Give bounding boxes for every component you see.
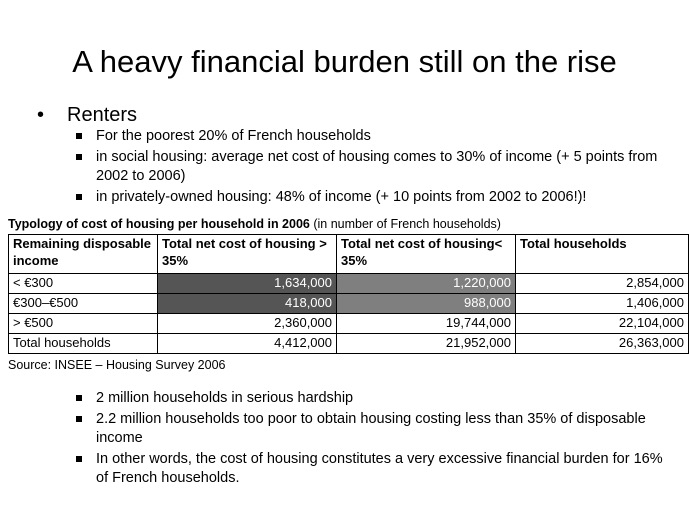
table-cell: 988,000 (337, 294, 516, 314)
square-bullet-icon (76, 194, 82, 200)
list-item-text: in privately-owned housing: 48% of income (+ 10 points from 2002 to 2006!)! (96, 189, 587, 205)
table-cell: 4,412,000 (158, 334, 337, 354)
table-row (9, 294, 689, 314)
housing-cost-table (8, 234, 689, 354)
conclusions-list (74, 389, 674, 490)
table-cell: 1,220,000 (337, 274, 516, 294)
table-row (9, 274, 689, 294)
list-item (74, 389, 674, 408)
column-header: Total net cost of housing< 35% (337, 235, 516, 274)
list-item-text: For the poorest 20% of French households (96, 128, 371, 144)
list-item (74, 127, 674, 146)
table-cell: > €500 (9, 314, 158, 334)
renters-bullet (37, 103, 137, 127)
column-header: Total net cost of housing > 35% (158, 235, 337, 274)
list-item (74, 188, 674, 207)
table-caption-title: Typology of cost of housing per household in 2006 (8, 217, 310, 231)
table-cell: 418,000 (158, 294, 337, 314)
list-item (74, 148, 674, 186)
renters-sublist (74, 127, 674, 209)
table-cell: 21,952,000 (337, 334, 516, 354)
list-item-text: in social housing: average net cost of housing comes to 30% of income (+ 5 points from 2002 to 2006) (96, 149, 658, 184)
table-row (9, 314, 689, 334)
slide-title: A heavy financial burden still on the rise (72, 44, 617, 79)
square-bullet-icon (76, 133, 82, 139)
list-item-text: 2 million households in serious hardship (96, 390, 354, 406)
renters-label: Renters (67, 104, 138, 126)
square-bullet-icon (76, 416, 82, 422)
table-caption-note: (in number of French households) (309, 217, 501, 231)
square-bullet-icon (76, 456, 82, 462)
table-cell: 2,360,000 (158, 314, 337, 334)
table-cell: 1,406,000 (516, 294, 689, 314)
source-note: Source: INSEE – Housing Survey 2006 (8, 358, 226, 372)
table-header-row (9, 235, 689, 274)
table-cell: 19,744,000 (337, 314, 516, 334)
bullet-icon: • (37, 104, 45, 126)
table-row (9, 334, 689, 354)
square-bullet-icon (76, 154, 82, 160)
table-cell: €300–€500 (9, 294, 158, 314)
table-cell: 26,363,000 (516, 334, 689, 354)
column-header: Total households (516, 235, 689, 274)
list-item-text: In other words, the cost of housing constitutes a very excessive financial burden for 16% of French households. (96, 451, 663, 486)
list-item-text: 2.2 million households too poor to obtain housing costing less than 35% of disposable income (96, 411, 646, 446)
list-item (74, 410, 674, 448)
table-cell: Total households (9, 334, 158, 354)
table-cell: 1,634,000 (158, 274, 337, 294)
table-caption (8, 216, 501, 232)
table-cell: < €300 (9, 274, 158, 294)
square-bullet-icon (76, 395, 82, 401)
column-header: Remaining disposable income (9, 235, 158, 274)
list-item (74, 450, 674, 488)
table-cell: 22,104,000 (516, 314, 689, 334)
table-cell: 2,854,000 (516, 274, 689, 294)
